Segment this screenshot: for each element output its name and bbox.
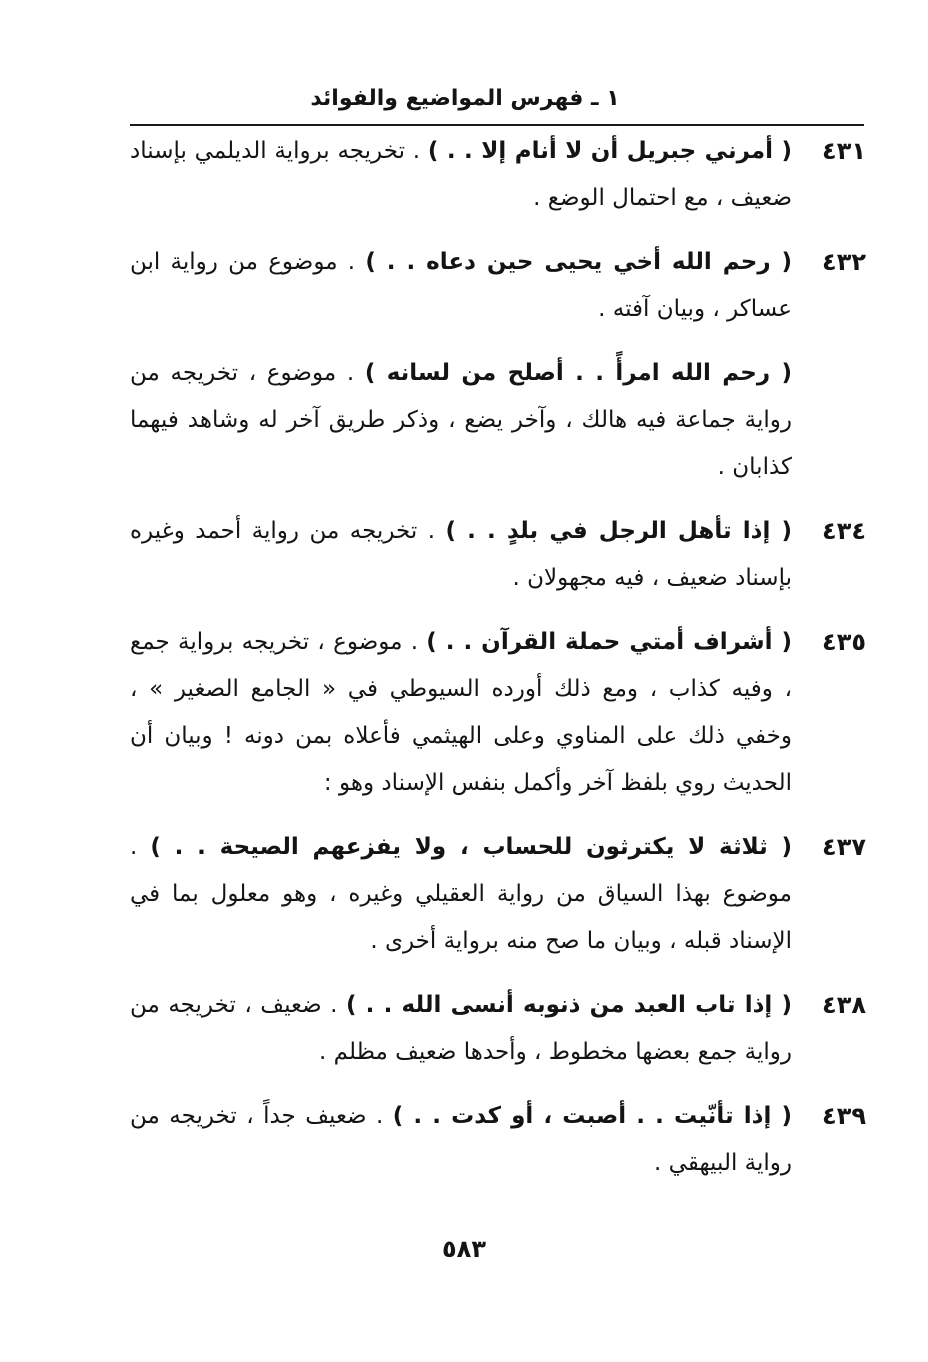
- index-entry: [124, 1093, 874, 1187]
- entry-number: ٤٣٢: [822, 248, 866, 276]
- page-number: ٥٨٣: [442, 1235, 486, 1263]
- entry-hadith-quote: ( ثلاثة لا يكترثون للحساب ، ولا يفزعهم الصيحة . . ): [150, 834, 792, 860]
- entry-description: . موضوع من رواية ابن عساكر ، وبيان آفته .: [130, 249, 792, 322]
- entry-body: [124, 128, 792, 222]
- entry-hadith-quote: ( إذا تأهل الرجل في بلدٍ . . ): [445, 518, 792, 544]
- entry-number: ٤٣٥: [822, 628, 866, 656]
- page-header-title: ١ ـ فهرس المواضيع والفوائد: [310, 86, 620, 111]
- index-entry: [124, 982, 874, 1076]
- entry-number: ٤٣٧: [822, 833, 866, 861]
- entry-number: ٤٣٤: [822, 517, 866, 545]
- entry-number: ٤٣٨: [822, 991, 866, 1019]
- entry-hadith-quote: ( أمرني جبريل أن لا أنام إلا . . ): [427, 138, 792, 164]
- entry-number: [792, 350, 874, 491]
- index-entry: [124, 508, 874, 602]
- entry-description: . ضعيف ، تخريجه من رواية جمع بعضها مخطوط ، وأحدها ضعيف مظلم .: [130, 992, 792, 1065]
- entry-body: [124, 982, 792, 1076]
- entry-hadith-quote: ( رحم الله أخي يحيى حين دعاه . . ): [365, 249, 793, 275]
- index-entry: [124, 824, 874, 965]
- index-entries: [124, 128, 874, 1204]
- entry-body: [124, 350, 792, 491]
- entry-hadith-quote: ( أشراف أمتي حملة القرآن . . ): [426, 629, 792, 655]
- entry-body: [124, 1093, 792, 1187]
- entry-body: [124, 508, 792, 602]
- entry-hadith-quote: ( إذا تاب العبد من ذنوبه أنسى الله . . ): [345, 992, 793, 1018]
- entry-description: . تخريجه من رواية أحمد وغيره بإسناد ضعيف ، فيه مجهولان .: [130, 518, 792, 591]
- entry-body: [124, 239, 792, 333]
- entry-description: . موضوع بهذا السياق من رواية العقيلي وغيره ، وهو معلول بما في الإسناد قبله ، وبيان ما صح منه برواية أخرى .: [130, 834, 792, 954]
- index-entry: [124, 128, 874, 222]
- header-divider: [130, 124, 864, 126]
- entry-description: . موضوع ، تخريجه برواية جمع ، وفيه كذاب ، ومع ذلك أورده السيوطي في « الجامع الصغير » ، وخفي ذلك على المناوي وعلى الهيثمي فأعلاه بمن دونه ! وبيان أن الحديث روي بلفظ آخر وأكمل بنفس الإسناد وهو :: [130, 629, 792, 796]
- index-entry: [124, 619, 874, 807]
- entry-body: [124, 824, 792, 965]
- entry-number: ٤٣٩: [822, 1102, 866, 1130]
- entry-hadith-quote: ( إذا تأنّيت . . أصبت ، أو كدت . . ): [392, 1103, 792, 1129]
- index-entry: [124, 350, 874, 491]
- entry-description: . تخريجه برواية الديلمي بإسناد ضعيف ، مع احتمال الوضع .: [130, 138, 792, 211]
- index-entry: [124, 239, 874, 333]
- entry-body: [124, 619, 792, 807]
- entry-number: ٤٣١: [822, 137, 866, 165]
- entry-description: . ضعيف جداً ، تخريجه من رواية البيهقي .: [130, 1103, 792, 1176]
- entry-hadith-quote: ( رحم الله امرأً . . أصلح من لسانه ): [364, 360, 792, 386]
- entry-description: . موضوع ، تخريجه من رواية جماعة فيه هالك ، وآخر يضع ، وذكر طريق آخر له وشاهد فيهما كذابان .: [130, 360, 792, 480]
